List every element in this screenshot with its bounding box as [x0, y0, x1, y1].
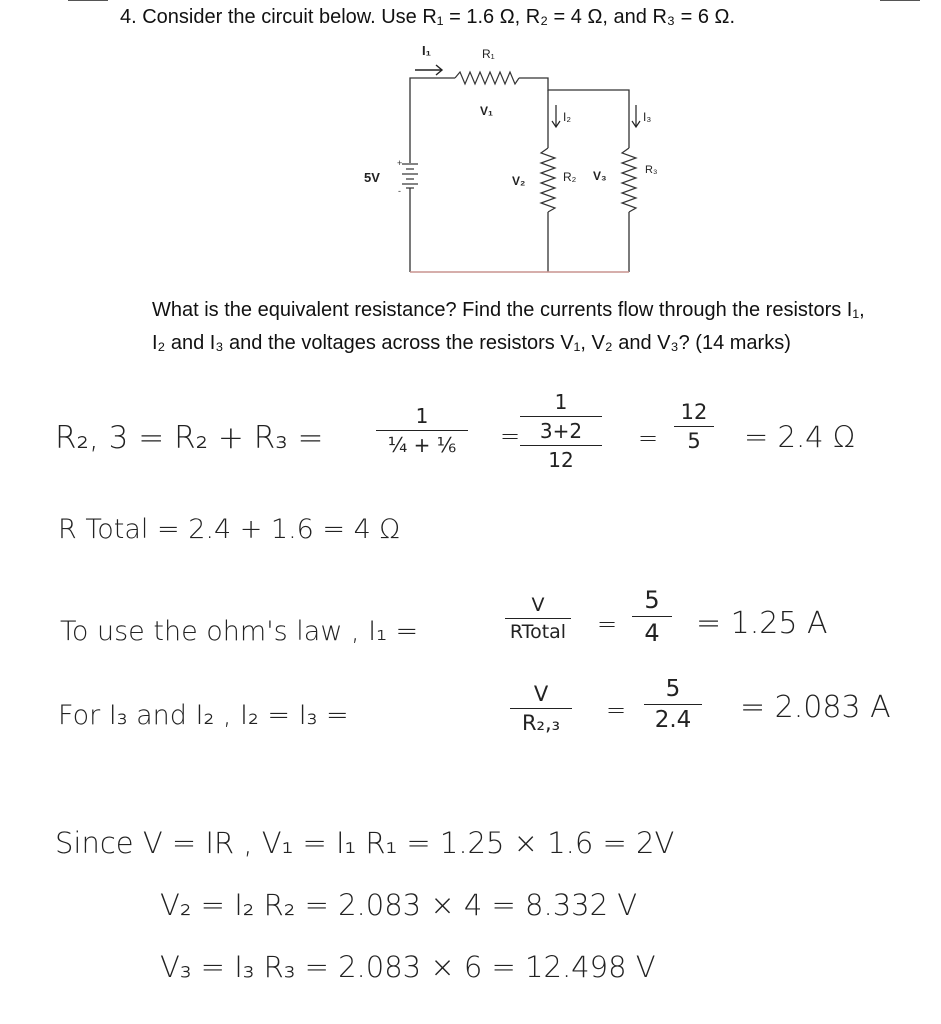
label-r3: R₃	[645, 164, 658, 176]
line4-frac1-den: R₂,₃	[521, 711, 561, 735]
label-i1: I₁	[422, 43, 431, 58]
line1-frac1-den: ¼ + ⅙	[387, 433, 457, 457]
line1-frac2-num: 1	[554, 390, 568, 414]
circuit-diagram	[0, 0, 941, 290]
battery-plus: +	[397, 158, 403, 168]
line3-frac1-den: RTotal	[509, 621, 567, 643]
line1-frac2-den: 3+2	[539, 419, 583, 443]
line6-v2: V₂ = I₂ R₂ = 2.083 × 4 = 8.332 V	[160, 888, 638, 922]
label-r1: R₁	[482, 47, 495, 61]
line3-frac2	[632, 586, 672, 647]
label-v2: V₂	[512, 174, 526, 188]
line4-frac1	[510, 682, 572, 735]
resistor-r1-symbol	[455, 72, 519, 84]
line4-frac1-num: V	[533, 682, 549, 706]
line4-result: = 2.083 A	[740, 690, 891, 725]
label-r2: R₂	[563, 170, 577, 184]
line4-frac2	[644, 676, 702, 733]
battery-symbol	[402, 164, 418, 188]
line1-frac1	[376, 404, 468, 457]
line3-text: To use the ohm's law , I₁ =	[60, 616, 419, 647]
line4-frac2-num: 5	[665, 676, 681, 702]
label-v1: V₁	[480, 104, 493, 118]
line1-eq1: =	[500, 422, 521, 450]
line1-frac3	[674, 400, 714, 453]
question-body: What is the equivalent resistance? Find the currents flow through the resistors I₁, I₂ and I₃ and the voltages across the resistors V₁, V₂ and V₃? (14 marks)	[152, 299, 865, 354]
line1-frac3-num: 12	[680, 400, 708, 424]
current-arrow-i3	[632, 105, 640, 127]
line1-frac3-den: 5	[687, 429, 701, 453]
resistor-r3-symbol	[622, 148, 636, 212]
line1-frac1-num: 1	[415, 404, 429, 428]
line1-frac2	[520, 390, 602, 472]
line1-eq2: =	[638, 424, 659, 452]
current-arrow-i2	[552, 105, 560, 127]
line4-eq: =	[606, 696, 627, 724]
line2-rtotal: R Total = 2.4 + 1.6 = 4 Ω	[58, 514, 401, 545]
line3-result: = 1.25 A	[696, 606, 828, 641]
line5-v1: Since V = IR , V₁ = I₁ R₁ = 1.25 × 1.6 = 2V	[55, 826, 675, 860]
line3-frac1-num: V	[531, 594, 545, 616]
question-title: 4. Consider the circuit below. Use R₁ = 1.6 Ω, R₂ = 4 Ω, and R₃ = 6 Ω.	[120, 6, 736, 28]
line1-lhs: R₂, 3 = R₂ + R₃ =	[55, 420, 324, 456]
label-v3: V₃	[593, 169, 607, 183]
line3-eq: =	[597, 610, 618, 638]
line4-frac2-den: 2.4	[654, 707, 692, 733]
line3-frac1	[505, 594, 571, 643]
line1-result: = 2.4 Ω	[744, 420, 856, 454]
current-arrow-i1	[415, 65, 442, 75]
battery-minus: -	[398, 186, 401, 196]
line3-frac2-den: 4	[644, 619, 660, 647]
line3-frac2-num: 5	[644, 586, 660, 614]
line7-v3: V₃ = I₃ R₃ = 2.083 × 6 = 12.498 V	[160, 950, 656, 984]
line4-text: For I₃ and I₂ , I₂ = I₃ =	[58, 700, 349, 731]
label-i2: I₂	[563, 110, 571, 124]
line1-frac2-den2: 12	[548, 448, 574, 472]
label-i3: I₃	[643, 110, 652, 124]
label-source: 5V	[364, 170, 380, 185]
resistor-r2-symbol	[541, 148, 555, 212]
